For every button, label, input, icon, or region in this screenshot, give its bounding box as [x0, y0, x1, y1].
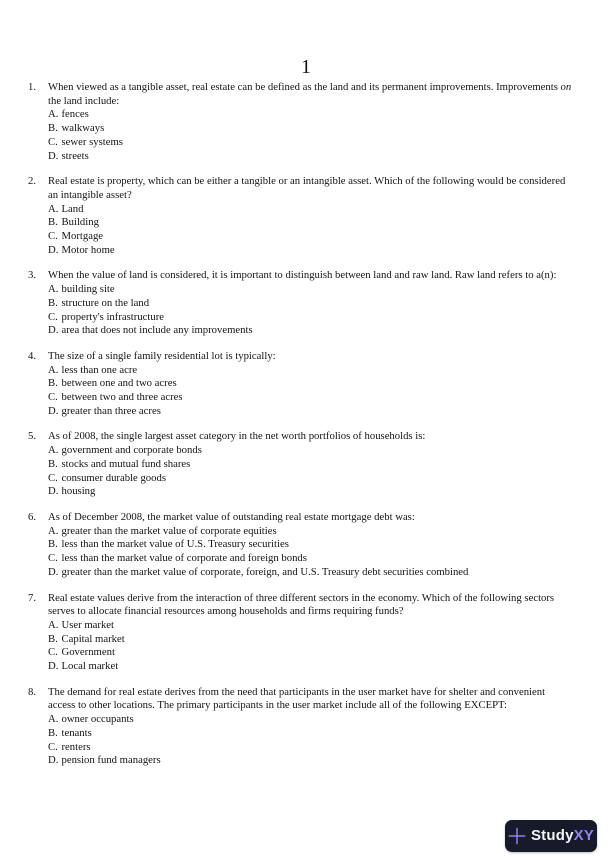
answer-option [48, 713, 574, 727]
answer-option [48, 741, 574, 755]
answer-option [48, 472, 574, 486]
question-body [48, 269, 574, 338]
option-letter: C. [48, 391, 58, 404]
answer-option [48, 324, 574, 338]
answer-option [48, 297, 574, 311]
option-letter: A. [48, 444, 59, 457]
question [28, 686, 574, 768]
option-letter: B. [48, 296, 58, 309]
question-body [48, 430, 574, 499]
option-text: housing [61, 485, 96, 498]
option-letter: B. [48, 457, 58, 470]
option-text: Building [61, 216, 99, 229]
option-letter: D. [48, 324, 59, 337]
option-letter: A. [48, 713, 59, 726]
option-text: Government [61, 646, 115, 659]
question-number: 7. [28, 591, 37, 604]
answer-option [48, 619, 574, 633]
answer-option [48, 108, 574, 122]
answer-option [48, 566, 574, 580]
answer-option [48, 244, 574, 258]
question [28, 430, 574, 499]
option-letter: D. [48, 660, 59, 673]
question-text: Real estate is property, which can be either a tangible or an intangible asset. Which of the following would be considered an intangible asset? [48, 175, 566, 201]
answer-option [48, 444, 574, 458]
answer-option [48, 633, 574, 647]
question-number: 6. [28, 510, 37, 523]
option-text: building site [61, 283, 115, 296]
option-letter: C. [48, 646, 58, 659]
option-letter: D. [48, 149, 59, 162]
option-letter: B. [48, 726, 58, 739]
question-text: The size of a single family residential lot is typically: [48, 349, 276, 362]
option-text: streets [61, 149, 89, 162]
option-letter: B. [48, 377, 58, 390]
option-text: property's infrastructure [61, 310, 165, 323]
question [28, 511, 574, 580]
question-text: As of December 2008, the market value of outstanding real estate mortgage debt was: [48, 510, 415, 523]
answer-option [48, 754, 574, 768]
studyxy-logo-badge [505, 820, 597, 852]
option-text: Mortgage [61, 230, 104, 243]
option-letter: D. [48, 404, 59, 417]
question-text: The demand for real estate derives from the need that participants in the user market have for shelter and convenient access to other locations. The primary participants in the user market include all of the following EXCEPT: [48, 685, 546, 712]
option-text: Motor home [61, 243, 115, 256]
question-body [48, 350, 574, 419]
option-text: greater than the market value of corporate equities [61, 524, 277, 537]
option-letter: A. [48, 108, 59, 121]
answer-option [48, 150, 574, 164]
option-letter: C. [48, 230, 58, 243]
option-text: area that does not include any improvements [61, 324, 253, 337]
option-letter: A. [48, 202, 59, 215]
option-letter: C. [48, 552, 58, 565]
question-text: Real estate values derive from the interaction of three different sectors in the economy. Which of the following sectors serves to allocate financial resources among households and firms requiring funds? [48, 591, 555, 618]
question-number: 3. [28, 269, 37, 282]
option-letter: D. [48, 485, 59, 498]
option-letter: A. [48, 363, 59, 376]
answer-option [48, 377, 574, 391]
option-letter: C. [48, 740, 58, 753]
answer-option [48, 283, 574, 297]
brand-name-accent: XY [573, 827, 595, 845]
option-letter: C. [48, 310, 58, 323]
answer-option [48, 311, 574, 325]
option-letter: B. [48, 216, 58, 229]
answer-option [48, 230, 574, 244]
question-body [48, 592, 574, 674]
answer-option [48, 391, 574, 405]
question-body [48, 686, 574, 768]
option-text: renters [61, 740, 91, 753]
option-text: consumer durable goods [61, 471, 166, 484]
option-letter: D. [48, 754, 59, 767]
option-text: owner occupants [61, 713, 134, 726]
option-text: Local market [61, 660, 119, 673]
question [28, 269, 574, 338]
option-text: between two and three acres [61, 391, 183, 404]
option-letter: B. [48, 632, 58, 645]
option-text: structure on the land [61, 296, 150, 309]
answer-option [48, 203, 574, 217]
answer-option [48, 364, 574, 378]
option-letter: B. [48, 122, 58, 135]
question [28, 592, 574, 674]
questions-list [28, 81, 574, 780]
question-number: 8. [28, 685, 37, 698]
option-text: stocks and mutual fund shares [61, 457, 191, 470]
brand-name [531, 829, 594, 843]
question-body [48, 511, 574, 580]
option-text: less than the market value of U.S. Treasury securities [61, 538, 289, 551]
answer-option [48, 538, 574, 552]
question-number: 2. [28, 175, 37, 188]
option-text: Land [61, 202, 84, 215]
question-number: 4. [28, 349, 37, 362]
answer-option [48, 660, 574, 674]
answer-option [48, 122, 574, 136]
question [28, 175, 574, 257]
question-text: When the value of land is considered, it is important to distinguish between land and raw land. Raw land refers to a(n): [48, 269, 557, 282]
option-text: between one and two acres [61, 377, 177, 390]
answer-option [48, 136, 574, 150]
option-text: Capital market [61, 632, 125, 645]
option-text: User market [61, 618, 115, 631]
answer-option [48, 405, 574, 419]
option-letter: A. [48, 618, 59, 631]
question-number: 1. [28, 81, 37, 93]
option-text: government and corporate bonds [61, 444, 202, 457]
page-number: 1 [301, 56, 311, 78]
option-letter: D. [48, 565, 59, 578]
answer-option [48, 552, 574, 566]
option-text: less than one acre [61, 363, 138, 376]
option-letter: A. [48, 283, 59, 296]
brand-name-primary: Study [530, 827, 574, 845]
option-letter: B. [48, 538, 58, 551]
question-text: When viewed as a tangible asset, real estate can be defined as the land and its permanent improvements. Improvements on the land include: [48, 81, 572, 107]
answer-option [48, 727, 574, 741]
answer-option [48, 458, 574, 472]
option-text: greater than the market value of corporate, foreign, and U.S. Treasury debt securities combined [61, 565, 469, 578]
question-body [48, 175, 574, 257]
answer-option [48, 216, 574, 230]
option-letter: D. [48, 243, 59, 256]
option-text: pension fund managers [61, 754, 161, 767]
plus-icon [508, 827, 526, 845]
answer-option [48, 525, 574, 539]
question [28, 350, 574, 419]
option-text: walkways [61, 122, 105, 135]
question-text: As of 2008, the single largest asset category in the net worth portfolios of households is: [48, 430, 426, 443]
option-text: less than the market value of corporate and foreign bonds [61, 552, 307, 565]
answer-option [48, 646, 574, 660]
option-letter: C. [48, 471, 58, 484]
option-text: fences [61, 108, 89, 121]
option-text: sewer systems [61, 135, 123, 148]
answer-option [48, 485, 574, 499]
question [28, 81, 574, 163]
option-letter: A. [48, 524, 59, 537]
question-body [48, 81, 574, 163]
question-number: 5. [28, 430, 37, 443]
option-text: greater than three acres [61, 404, 161, 417]
option-text: tenants [61, 726, 92, 739]
option-letter: C. [48, 135, 58, 148]
